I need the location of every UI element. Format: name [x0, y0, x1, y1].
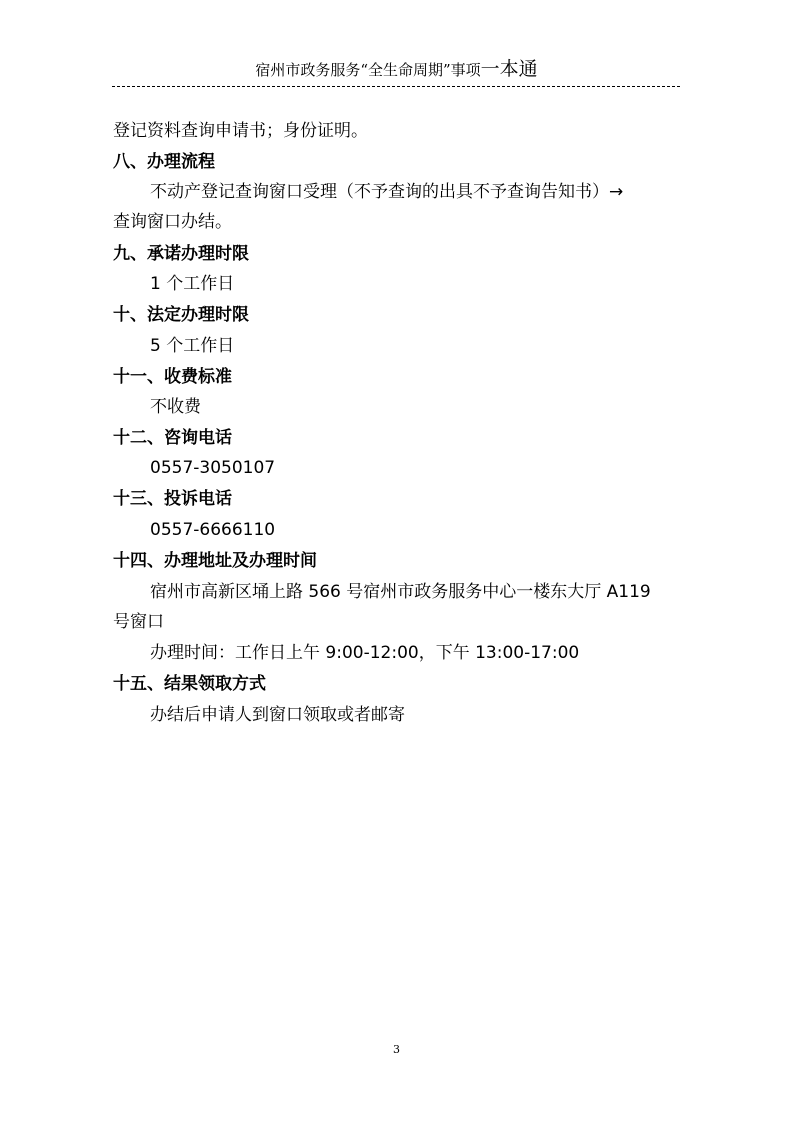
section-heading-consult-phone: 十二、咨询电话	[113, 428, 232, 448]
fee-value: 不收费	[150, 397, 201, 417]
promised-time-value: 1 个工作日	[150, 274, 235, 294]
address-line-1: 宿州市高新区埇上路 566 号宿州市政务服务中心一楼东大厅 A119	[150, 582, 651, 602]
result-value: 办结后申请人到窗口领取或者邮寄	[150, 705, 405, 725]
page-header	[0, 58, 793, 81]
section-heading-promised-time: 九、承诺办理时限	[113, 244, 249, 264]
section-heading-result: 十五、结果领取方式	[113, 674, 266, 694]
header-title-suffix: 一本通	[480, 58, 538, 80]
section-heading-legal-time: 十、法定办理时限	[113, 305, 249, 325]
page-number: 3	[393, 1043, 400, 1056]
complaint-phone-value: 0557-6666110	[150, 520, 276, 540]
consult-phone-value: 0557-3050107	[150, 458, 276, 478]
office-hours: 办理时间：工作日上午 9:00-12:00，下午 13:00-17:00	[150, 643, 580, 663]
header-divider	[112, 86, 680, 87]
process-text-line-2: 查询窗口办结。	[113, 212, 232, 232]
section-heading-process: 八、办理流程	[113, 152, 215, 172]
section-heading-address: 十四、办理地址及办理时间	[113, 551, 317, 571]
process-text-line-1: 不动产登记查询窗口受理（不予查询的出具不予查询告知书）→	[150, 182, 624, 202]
section-heading-complaint-phone: 十三、投诉电话	[113, 489, 232, 509]
materials-continuation: 登记资料查询申请书；身份证明。	[113, 121, 368, 141]
address-line-2: 号窗口	[113, 612, 164, 632]
header-title: 宿州市政务服务“全生命周期”事项	[255, 61, 481, 79]
legal-time-value: 5 个工作日	[150, 336, 235, 356]
section-heading-fee: 十一、收费标准	[113, 367, 232, 387]
